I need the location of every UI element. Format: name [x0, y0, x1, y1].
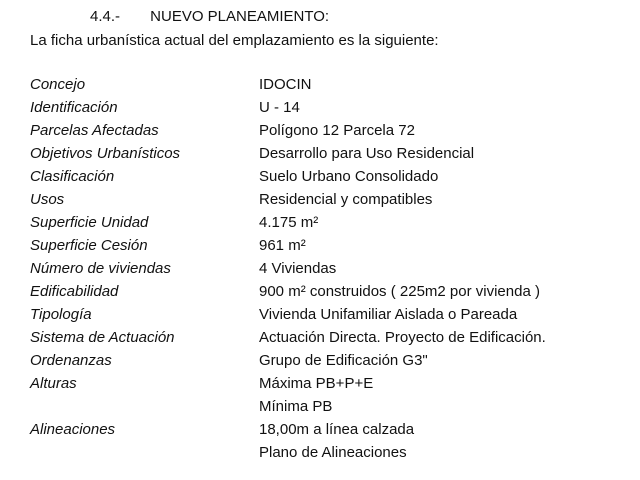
row-superficie-unidad [0, 214, 640, 237]
row-alineaciones [0, 421, 640, 444]
row-value: Desarrollo para Uso Residencial [259, 145, 475, 162]
row-value: Actuación Directa. Proyecto de Edificación. [259, 329, 546, 346]
row-objetivos-urbanisticos [0, 145, 640, 168]
row-clasificacion [0, 168, 640, 191]
row-label: Identificación [30, 99, 118, 116]
row-value: Plano de Alineaciones [259, 444, 407, 461]
row-alturas-minima [0, 398, 640, 421]
row-ordenanzas [0, 352, 640, 375]
intro-paragraph: La ficha urbanística actual del emplazamiento es la siguiente: [30, 32, 439, 49]
row-value: 961 m² [259, 237, 306, 254]
row-label: Número de viviendas [30, 260, 171, 277]
row-edificabilidad [0, 283, 640, 306]
row-value: 18,00m a línea calzada [259, 421, 415, 438]
row-sistema-actuacion [0, 329, 640, 352]
row-label: Superficie Cesión [30, 237, 148, 254]
row-label: Ordenanzas [30, 352, 112, 369]
row-value: U - 14 [259, 99, 300, 116]
row-label: Alturas [30, 375, 77, 392]
row-identificacion [0, 99, 640, 122]
row-value: Polígono 12 Parcela 72 [259, 122, 415, 139]
row-tipologia [0, 306, 640, 329]
section-number: 4.4.- [90, 8, 121, 25]
row-label: Concejo [30, 76, 86, 93]
section-heading [90, 8, 329, 25]
row-value: Máxima PB+P+E [259, 375, 374, 392]
section-title: NUEVO PLANEAMIENTO: [150, 8, 330, 25]
urban-planning-sheet [0, 76, 640, 467]
row-label: Clasificación [30, 168, 115, 185]
row-superficie-cesion [0, 237, 640, 260]
row-value: IDOCIN [259, 76, 312, 93]
row-concejo [0, 76, 640, 99]
row-value: 4.175 m² [259, 214, 319, 231]
row-numero-viviendas [0, 260, 640, 283]
row-alturas [0, 375, 640, 398]
row-label: Usos [30, 191, 65, 208]
row-usos [0, 191, 640, 214]
row-value: Suelo Urbano Consolidado [259, 168, 439, 185]
row-label: Parcelas Afectadas [30, 122, 159, 139]
row-value: Residencial y compatibles [259, 191, 433, 208]
row-label: Objetivos Urbanísticos [30, 145, 181, 162]
row-parcelas-afectadas [0, 122, 640, 145]
row-value: Vivienda Unifamiliar Aislada o Pareada [259, 306, 518, 323]
row-value: Grupo de Edificación G3" [259, 352, 428, 369]
row-alineaciones-plano [0, 444, 640, 467]
row-label: Alineaciones [30, 421, 116, 438]
row-label: Tipología [30, 306, 92, 323]
row-value: 4 Viviendas [259, 260, 337, 277]
row-label: Superficie Unidad [30, 214, 149, 231]
row-label: Edificabilidad [30, 283, 119, 300]
row-value: Mínima PB [259, 398, 333, 415]
row-value: 900 m² construidos ( 225m2 por vivienda ) [259, 283, 540, 300]
row-label: Sistema de Actuación [30, 329, 175, 346]
